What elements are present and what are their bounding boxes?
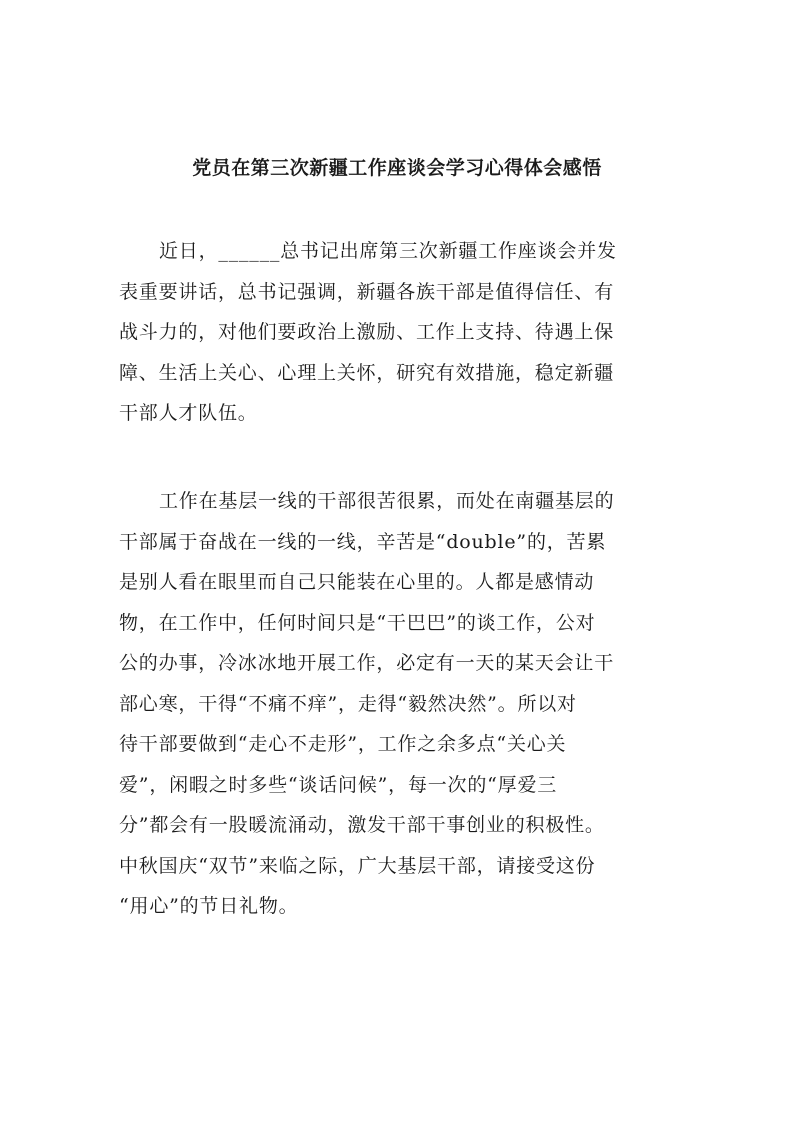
paragraph-line: 是别人看在眼里而自己只能装在心里的。人都是感情动 xyxy=(119,571,595,593)
paragraph-line: 干部属于奋战在一线的一线，辛苦是“double”的，苦累 xyxy=(119,530,607,553)
paragraph-line: 部心寒，干得“不痛不痒”，走得“毅然决然”。所以对 xyxy=(119,692,577,715)
paragraph-line: 爱”，闲暇之时多些“谈话问候”，每一次的“厚爱三 xyxy=(119,773,558,796)
paragraph-line: 待干部要做到“走心不走形”，工作之余多点“关心关 xyxy=(119,733,567,755)
paragraph-line: 战斗力的，对他们要政治上激励、工作上支持、待遇上保 xyxy=(119,321,615,343)
paragraph-2 xyxy=(119,481,671,927)
paragraph-line: 中秋国庆“双节”来临之际，广大基层干部，请接受这份 xyxy=(119,854,596,877)
paragraph-line: 分”都会有一股暖流涌动，激发干部干事创业的积极性。 xyxy=(119,814,605,836)
paragraph-line: “用心”的节日礼物。 xyxy=(119,895,299,917)
document-title: 党员在第三次新疆工作座谈会学习心得体会感悟 xyxy=(192,157,602,179)
paragraph-line: 障、生活上关心、心理上关怀，研究有效措施，稳定新疆 xyxy=(119,361,615,384)
paragraph-line: 表重要讲话，总书记强调，新疆各族干部是值得信任、有 xyxy=(119,280,615,303)
paragraph-line: 工作在基层一线的干部很苦很累，而处在南疆基层的 xyxy=(159,490,615,512)
paragraph-line: 近日，______总书记出席第三次新疆工作座谈会并发 xyxy=(159,240,617,262)
paragraph-1 xyxy=(119,231,671,434)
paragraph-line: 物，在工作中，任何时间只是“干巴巴”的谈工作，公对 xyxy=(119,611,596,634)
paragraph-line: 公的办事，冷冰冰地开展工作，必定有一天的某天会让干 xyxy=(119,652,615,674)
paragraph-line: 干部人才队伍。 xyxy=(119,402,258,424)
